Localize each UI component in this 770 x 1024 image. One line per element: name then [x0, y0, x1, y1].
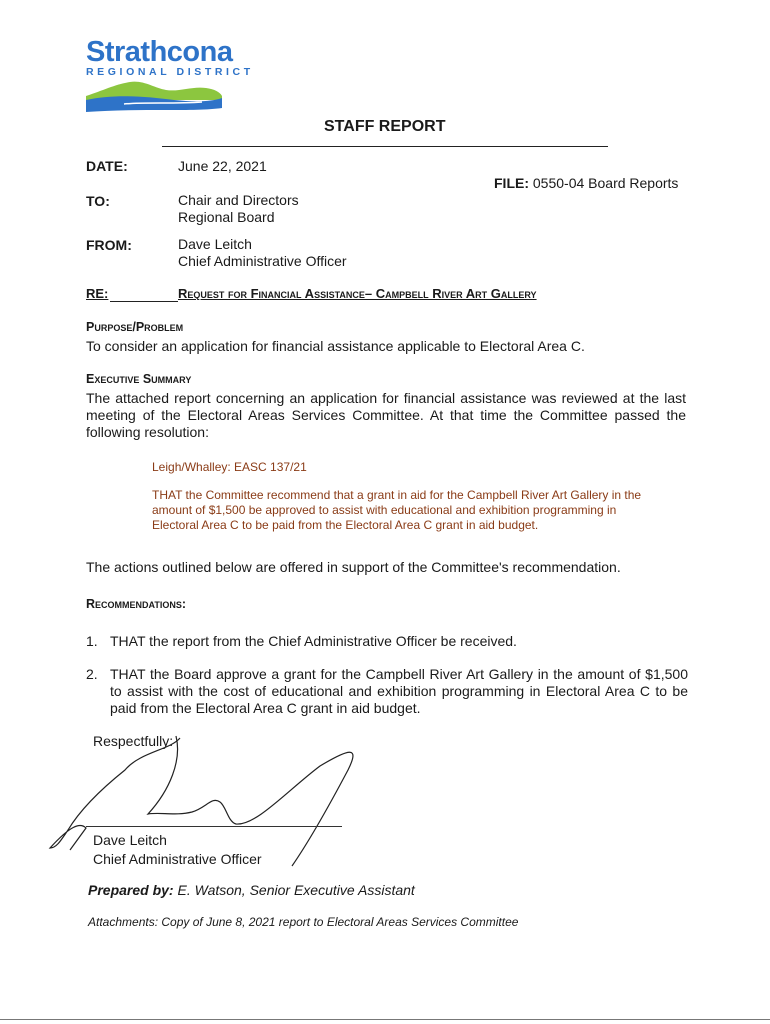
to-line-2: Regional Board [178, 209, 275, 225]
title-rule [162, 146, 608, 147]
recommendation-2-number: 2. [86, 666, 98, 682]
prepared-by-label: Prepared by: [88, 882, 174, 898]
signature-line [86, 826, 342, 827]
attachments-label: Attachments: [88, 915, 159, 929]
attachments-value: Copy of June 8, 2021 report to Electoral Areas Services Committee [161, 915, 519, 929]
date-label: DATE: [86, 158, 128, 174]
re-label: RE: [86, 286, 109, 301]
signoff-name: Dave Leitch [93, 832, 167, 848]
purpose-heading: Purpose/Problem [86, 320, 184, 334]
page-bottom-edge [0, 1019, 770, 1020]
actions-text: The actions outlined below are offered in support of the Committee's recommendation. [86, 559, 621, 575]
from-value [178, 236, 347, 270]
recommendation-1-text: THAT the report from the Chief Administrative Officer be received. [110, 633, 517, 649]
attachments [88, 915, 518, 929]
resolution-text: THAT the Committee recommend that a grant in aid for the Campbell River Art Gallery in the amount of $1,500 be approved to assist with educational and exhibition programming in Electoral Area C to be paid from the Electoral Area C grant in aid budget. [152, 488, 642, 532]
logo-landscape-icon [84, 78, 224, 116]
file-reference [494, 175, 678, 191]
to-line-1: Chair and Directors [178, 192, 299, 208]
file-label: FILE: [494, 175, 529, 191]
executive-heading: Executive Summary [86, 372, 192, 386]
re-underline-gap [110, 301, 178, 302]
signature-icon [30, 730, 370, 870]
recommendation-1-number: 1. [86, 633, 98, 649]
from-line-1: Dave Leitch [178, 236, 252, 252]
report-title: STAFF REPORT [324, 118, 446, 135]
prepared-by-value: E. Watson, Senior Executive Assistant [177, 882, 415, 898]
logo-wordmark: Strathcona [86, 36, 233, 68]
executive-text: The attached report concerning an application for financial assistance was reviewed at the last meeting of the Electoral Areas Services Committee. At that time the Committee passed the following resolution: [86, 390, 686, 440]
closing-text: Respectfully: [93, 733, 174, 749]
logo-subtitle: REGIONAL DISTRICT [86, 66, 254, 78]
date-value: June 22, 2021 [178, 158, 267, 174]
from-label: FROM: [86, 237, 132, 253]
signoff-title: Chief Administrative Officer [93, 851, 262, 867]
recommendation-2-text: THAT the Board approve a grant for the Campbell River Art Gallery in the amount of $1,500 to assist with the cost of educational and exhibition programming in Electoral Area C to be paid from the Electoral Area C grant in aid budget. [110, 666, 688, 716]
recommendations-heading: Recommendations: [86, 597, 187, 611]
file-value: 0550-04 Board Reports [532, 175, 679, 191]
to-label: TO: [86, 193, 110, 209]
resolution-reference: Leigh/Whalley: EASC 137/21 [152, 460, 307, 474]
purpose-text: To consider an application for financial assistance applicable to Electoral Area C. [86, 338, 585, 354]
to-value [178, 192, 299, 226]
prepared-by [88, 882, 415, 898]
from-line-2: Chief Administrative Officer [178, 253, 347, 269]
re-subject: Request for Financial Assistance– Campbell River Art Gallery [178, 286, 537, 301]
